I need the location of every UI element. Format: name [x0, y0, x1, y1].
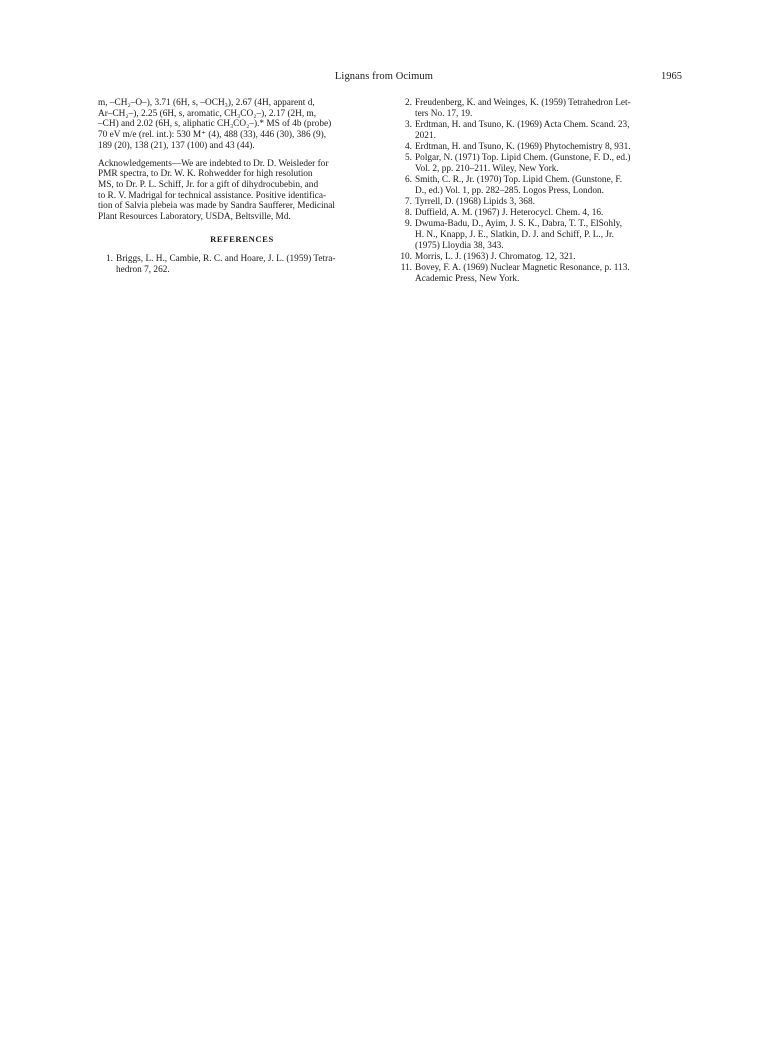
- text-line: 189 (20), 138 (21), 137 (100) and 43 (44).: [98, 140, 255, 151]
- text-line: Academic Press, New York.: [415, 273, 520, 284]
- reference-item: [399, 219, 683, 251]
- acknowledgements-paragraph: [98, 159, 386, 223]
- text-line: Smith, C. R., Jr. (1970) Top. Lipid Chem. (Gunstone, F.: [415, 174, 623, 185]
- text-line: 2021.: [415, 130, 436, 141]
- reference-text: [415, 263, 683, 284]
- text-line: tion of Salvia plebeia was made by Sandra Saufferer, Medicinal: [98, 201, 335, 212]
- text-line: (1975) Lloydia 38, 343.: [415, 240, 504, 251]
- reference-text: [415, 197, 683, 208]
- reference-number: 9.: [405, 219, 412, 230]
- reference-text: [415, 219, 683, 251]
- reference-item: [399, 120, 683, 141]
- reference-text: [415, 98, 683, 119]
- reference-number: 3.: [405, 119, 412, 130]
- reference-text: [116, 254, 386, 275]
- text-line: Erdtman, H. and Tsuno, K. (1969) Acta Chem. Scand. 23,: [415, 119, 630, 130]
- reference-item: [399, 98, 683, 119]
- reference-number: 6.: [405, 174, 412, 185]
- text-line: H. N., Knapp, J. E., Slatkin, D. J. and Schiff, P. L., Jr.: [415, 229, 614, 240]
- text-line: Dwuma-Badu, D., Ayim, J. S. K., Dabra, T. T., ElSohly,: [415, 219, 623, 230]
- reference-number: 7.: [405, 196, 412, 207]
- text-line: D., ed.) Vol. 1, pp. 282–285. Logos Press, London.: [415, 185, 604, 196]
- left-column: [98, 98, 386, 276]
- reference-text: [415, 175, 683, 196]
- text-line: Tyrrell, D. (1968) Lipids 3, 368.: [415, 196, 535, 207]
- reference-text: [415, 252, 683, 263]
- text-line: Ar–CH₂–), 2.25 (6H, s, aromatic, CH₃CO₂–), 2.17 (2H, m,: [98, 108, 317, 119]
- text-line: Freudenberg, K. and Weinges, K. (1959) Tetrahedron Let-: [415, 98, 631, 108]
- reference-item: [399, 263, 683, 284]
- text-line: Morris, L. J. (1963) J. Chromatog. 12, 321.: [415, 251, 576, 262]
- reference-number: 11.: [400, 263, 412, 274]
- running-title: Lignans from Ocimum: [334, 71, 434, 82]
- reference-item: [399, 252, 683, 263]
- page-number: 1965: [661, 71, 682, 82]
- text-line: Bovey, F. A. (1969) Nuclear Magnetic Resonance, p. 113.: [415, 263, 630, 274]
- reference-item: [399, 142, 683, 153]
- text-line: Duffield, A. M. (1967) J. Heterocycl. Chem. 4, 16.: [415, 208, 604, 219]
- text-line: 70 eV m/e (rel. int.): 530 M⁺ (4), 488 (33), 446 (30), 386 (9),: [98, 130, 327, 141]
- reference-item: [399, 197, 683, 208]
- reference-number: 1.: [106, 254, 113, 265]
- text-line: Briggs, L. H., Cambie, R. C. and Hoare, J. L. (1959) Tetra-: [116, 254, 336, 265]
- text-line: hedron 7, 262.: [116, 265, 170, 276]
- text-line: Erdtman, H. and Tsuno, K. (1969) Phytochemistry 8, 931.: [415, 141, 631, 152]
- references-heading: REFERENCES: [210, 233, 274, 244]
- reference-number: 10.: [400, 251, 412, 262]
- reference-number: 5.: [405, 153, 412, 164]
- right-column: [399, 98, 683, 285]
- reference-text: [415, 142, 683, 153]
- reference-text: [415, 208, 683, 219]
- text-line: Plant Resources Laboratory, USDA, Beltsville, Md.: [98, 212, 291, 223]
- reference-number: 2.: [405, 98, 412, 108]
- reference-item: [399, 175, 683, 196]
- reference-number: 4.: [405, 141, 412, 152]
- text-line: m, –CH₂–O–), 3.71 (6H, s, –OCH₃), 2.67 (4H, apparent d,: [98, 98, 315, 108]
- text-line: ters No. 17, 19.: [415, 108, 473, 119]
- reference-number: 8.: [405, 208, 412, 219]
- spectral-data-paragraph: [98, 98, 386, 152]
- reference-item: [399, 208, 683, 219]
- text-line: PMR spectra, to Dr. W. K. Rohwedder for high resolution: [98, 169, 313, 180]
- reference-text: [415, 153, 683, 174]
- reference-text: [415, 120, 683, 141]
- text-line: MS, to Dr. P. L. Schiff, Jr. for a gift of dihydrocubebin, and: [98, 179, 319, 190]
- text-line: Acknowledgements—We are indebted to Dr. D. Weisleder for: [98, 158, 329, 169]
- text-line: Polgar, N. (1971) Top. Lipid Chem. (Gunstone, F. D., ed.): [415, 153, 631, 164]
- reference-item: [98, 254, 386, 275]
- text-line: to R. V. Madrigal for technical assistance. Positive identifica-: [98, 190, 327, 201]
- reference-item: [399, 153, 683, 174]
- text-line: Vol. 2, pp. 210–211. Wiley, New York.: [415, 163, 559, 174]
- text-line: –CH) and 2.02 (6H, s, aliphatic CH₃CO₂–).* MS of 4b (probe): [98, 119, 332, 130]
